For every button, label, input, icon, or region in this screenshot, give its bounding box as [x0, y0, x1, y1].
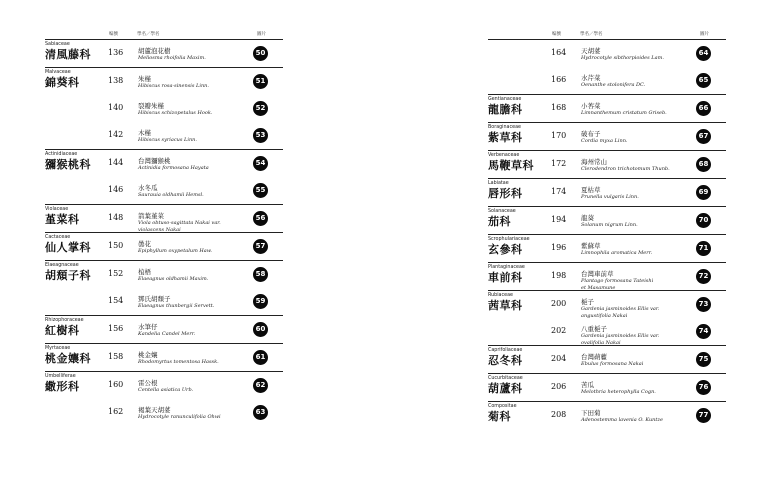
- entry-number: 168: [551, 103, 567, 112]
- family-latin-name: Cactaceae: [45, 235, 71, 240]
- entry-names: [138, 295, 253, 310]
- family-section: [488, 94, 726, 122]
- family-section: [488, 178, 726, 206]
- plant-entry: [45, 95, 283, 122]
- scientific-name: Elaeagnus oldhamii Maxim.: [138, 276, 209, 282]
- family-chinese-name: 忍冬科: [488, 354, 523, 367]
- scientific-name: Oenanthe stolonifera DC.: [581, 82, 646, 88]
- common-name: 海州常山: [581, 158, 607, 166]
- scientific-name: violascens Nakai: [138, 226, 181, 233]
- family-chinese-name: 車前科: [488, 271, 523, 284]
- common-name: 八重梔子: [581, 325, 607, 333]
- entry-number: 150: [108, 241, 124, 250]
- scientific-name: Rhodomyrtus tomentosa Hassk.: [138, 359, 219, 365]
- header-name: 學名／學名: [137, 32, 160, 37]
- plant-entry: [45, 399, 283, 426]
- entry-names: [581, 270, 696, 291]
- family-section: [45, 232, 283, 260]
- common-name: 苦瓜: [581, 381, 594, 389]
- entry-number: 146: [108, 185, 124, 194]
- common-name: 破布子: [581, 130, 601, 138]
- photo-number-badge: 63: [253, 405, 268, 420]
- entry-number: 170: [551, 131, 567, 140]
- entry-names: [138, 47, 253, 62]
- photo-number-badge: 70: [696, 213, 711, 228]
- family-chinese-name: 茜草科: [488, 299, 523, 312]
- family-section: [488, 290, 726, 345]
- common-name: 龍葵: [581, 214, 594, 222]
- entry-number: 142: [108, 130, 124, 139]
- photo-number-badge: 56: [253, 211, 268, 226]
- family-latin-name: Violaceae: [45, 207, 69, 212]
- family-chinese-name: 葫蘆科: [488, 382, 523, 395]
- family-latin-name: Sabiaceae: [45, 42, 70, 47]
- plant-entry: [488, 291, 726, 318]
- entry-number: 174: [551, 187, 567, 196]
- entry-names: [138, 240, 253, 255]
- scientific-name: Clerodendron trichotomum Thunb.: [581, 166, 670, 172]
- scientific-name: Plantago formosana Tateishi: [581, 278, 654, 284]
- photo-number-badge: 66: [696, 101, 711, 116]
- photo-number-badge: 58: [253, 267, 268, 282]
- photo-number-badge: 71: [696, 241, 711, 256]
- scientific-name: Hibiscus schizopetalus Hook.: [138, 110, 213, 116]
- common-name: 台灣車前草: [581, 270, 614, 278]
- photo-number-badge: 59: [253, 294, 268, 309]
- entry-number: 136: [108, 48, 124, 57]
- common-name: 下田菊: [581, 409, 601, 417]
- scientific-name: Ebulus formosana Nakai: [581, 361, 644, 367]
- common-name: 台灣獼猴桃: [138, 157, 171, 165]
- family-section: [488, 262, 726, 290]
- entry-names: [138, 212, 253, 233]
- entry-number: 158: [108, 352, 124, 361]
- scientific-name: Limnanthemum cristatum Griseb.: [581, 110, 667, 116]
- entry-number: 140: [108, 103, 124, 112]
- entry-number: 166: [551, 75, 567, 84]
- photo-number-badge: 76: [696, 380, 711, 395]
- scientific-name: Meliosma rhoifolia Maxim.: [138, 55, 206, 61]
- family-section: [488, 206, 726, 234]
- entry-names: [581, 409, 696, 424]
- photo-number-badge: 69: [696, 185, 711, 200]
- photo-number-badge: 65: [696, 73, 711, 88]
- column-header: [488, 31, 726, 39]
- family-chinese-name: 馬鞭草科: [488, 159, 534, 172]
- scientific-name: Hydrocotyle ranunculifolia Ohwi: [138, 414, 221, 420]
- header-photo: 圖片: [257, 32, 266, 37]
- entry-names: [581, 353, 696, 368]
- entry-number: 206: [551, 382, 567, 391]
- header-no: 编號: [109, 32, 118, 37]
- family-section: [45, 343, 283, 371]
- family-section: [488, 401, 726, 429]
- common-name: 胡蘆泡花樹: [138, 47, 171, 55]
- header-name: 學名／學名: [580, 32, 603, 37]
- common-name: 鄧氏胡頹子: [138, 295, 171, 303]
- family-chinese-name: 繖形科: [45, 380, 80, 393]
- plant-entry: [488, 318, 726, 345]
- common-name: 褐葉天胡荽: [138, 406, 171, 414]
- scientific-name: Melothria heterophylla Cogn.: [581, 389, 656, 395]
- entry-number: 148: [108, 213, 124, 222]
- entry-names: [138, 75, 253, 90]
- header-photo: 圖片: [700, 32, 709, 37]
- entry-number: 138: [108, 76, 124, 85]
- entry-names: [581, 158, 696, 173]
- family-section: [488, 345, 726, 373]
- plant-entry: [45, 177, 283, 204]
- scientific-name: Gardenia jasminoides Ellis var.: [581, 333, 660, 339]
- photo-number-badge: 68: [696, 157, 711, 172]
- family-latin-name: Compositae: [488, 404, 517, 409]
- common-name: 水筆仔: [138, 323, 158, 331]
- photo-number-badge: 50: [253, 46, 268, 61]
- entry-names: [138, 157, 253, 172]
- family-latin-name: Caprifoliaceae: [488, 348, 523, 353]
- family-section: [45, 260, 283, 315]
- photo-number-badge: 64: [696, 46, 711, 61]
- common-name: 裂瓣朱槿: [138, 102, 164, 110]
- entry-names: [581, 298, 696, 319]
- header-no: 编號: [552, 32, 561, 37]
- family-section: [488, 234, 726, 262]
- left-column: [45, 31, 283, 426]
- family-latin-name: Labiatae: [488, 181, 509, 186]
- entry-number: 162: [108, 407, 124, 416]
- photo-number-badge: 62: [253, 378, 268, 393]
- family-section: [45, 67, 283, 149]
- common-name: 紫蘇草: [581, 242, 601, 250]
- family-section: [488, 39, 726, 94]
- photo-number-badge: 75: [696, 352, 711, 367]
- plant-entry: [488, 374, 726, 401]
- photo-number-badge: 51: [253, 74, 268, 89]
- plant-entry: [45, 261, 283, 288]
- plant-entry: [45, 122, 283, 149]
- family-chinese-name: 獼猴桃科: [45, 158, 91, 171]
- family-section: [45, 149, 283, 204]
- scientific-name: Saurauia oldhamii Hemsl.: [138, 192, 204, 198]
- family-chinese-name: 堇菜科: [45, 213, 80, 226]
- family-section: [488, 373, 726, 401]
- family-latin-name: Plantaginaceae: [488, 265, 525, 270]
- plant-entry: [488, 179, 726, 206]
- photo-number-badge: 61: [253, 350, 268, 365]
- entry-number: 198: [551, 271, 567, 280]
- entry-number: 208: [551, 410, 567, 419]
- family-latin-name: Rhizophoraceae: [45, 318, 84, 323]
- entry-names: [581, 186, 696, 201]
- family-chinese-name: 玄參科: [488, 243, 523, 256]
- common-name: 雷公根: [138, 379, 158, 387]
- common-name: 梔子: [581, 298, 594, 306]
- scientific-name: Prunella vulgaris Linn.: [581, 194, 639, 200]
- family-latin-name: Cucurbitaceae: [488, 376, 523, 381]
- plant-entry: [488, 95, 726, 122]
- family-section: [45, 371, 283, 426]
- family-section: [488, 122, 726, 150]
- common-name: 椬梧: [138, 268, 151, 276]
- entry-number: 172: [551, 159, 567, 168]
- scientific-name: et Masamune: [581, 284, 616, 291]
- family-latin-name: Actinidiaceae: [45, 152, 78, 157]
- family-section: [45, 39, 283, 67]
- entry-names: [581, 74, 696, 89]
- photo-number-badge: 72: [696, 269, 711, 284]
- scientific-name: Limnophila aromatica Merr.: [581, 250, 653, 256]
- entry-names: [581, 214, 696, 229]
- family-latin-name: Gentianaceae: [488, 97, 522, 102]
- photo-number-badge: 67: [696, 129, 711, 144]
- entry-names: [581, 102, 696, 117]
- plant-entry: [488, 346, 726, 373]
- plant-entry: [488, 123, 726, 150]
- scientific-name: Solanum nigrum Linn.: [581, 222, 638, 228]
- photo-number-badge: 55: [253, 183, 268, 198]
- family-chinese-name: 唇形科: [488, 187, 523, 200]
- scientific-name: Cordia myxa Linn.: [581, 138, 628, 144]
- entry-names: [581, 130, 696, 145]
- family-chinese-name: 錦葵科: [45, 76, 80, 89]
- plant-entry: [45, 150, 283, 177]
- entry-names: [138, 379, 253, 394]
- common-name: 水芹菜: [581, 74, 601, 82]
- scientific-name: Epiphyllum oxypetalum Haw.: [138, 248, 213, 254]
- photo-number-badge: 54: [253, 156, 268, 171]
- entry-number: 164: [551, 48, 567, 57]
- plant-entry: [488, 40, 726, 67]
- entry-names: [581, 242, 696, 257]
- family-latin-name: Scrophulariaceae: [488, 237, 530, 242]
- scientific-name: ovalifolia Nakai: [581, 339, 621, 346]
- common-name: 木槿: [138, 129, 151, 137]
- photo-number-badge: 60: [253, 322, 268, 337]
- family-list: [488, 39, 726, 429]
- common-name: 小莕菜: [581, 102, 601, 110]
- plant-entry: [45, 316, 283, 343]
- scientific-name: Hibiscus rosa-sinensis Linn.: [138, 83, 209, 89]
- plant-entry: [45, 344, 283, 371]
- family-list: [45, 39, 283, 426]
- entry-names: [138, 406, 253, 421]
- scientific-name: Viola obtuso-sagittata Nakai var.: [138, 220, 221, 226]
- plant-entry: [45, 68, 283, 95]
- family-chinese-name: 胡頹子科: [45, 269, 91, 282]
- plant-entry: [45, 288, 283, 315]
- photo-number-badge: 52: [253, 101, 268, 116]
- entry-names: [581, 325, 696, 346]
- plant-entry: [488, 151, 726, 178]
- family-chinese-name: 仙人掌科: [45, 241, 91, 254]
- scientific-name: Gardenia jasminoides Ellis var.: [581, 306, 660, 312]
- photo-number-badge: 77: [696, 408, 711, 423]
- scientific-name: Actinidia formosana Hayata: [138, 165, 209, 171]
- entry-names: [138, 268, 253, 283]
- plant-entry: [45, 233, 283, 260]
- entry-names: [138, 184, 253, 199]
- common-name: 朱槿: [138, 75, 151, 83]
- scientific-name: Adenostemma lavenia O. Kuntze: [581, 417, 663, 423]
- plant-entry: [45, 40, 283, 67]
- scientific-name: Kandelia Candel Merr.: [138, 331, 196, 337]
- entry-number: 152: [108, 269, 124, 278]
- photo-number-badge: 73: [696, 297, 711, 312]
- family-chinese-name: 茄科: [488, 215, 511, 228]
- plant-entry: [488, 263, 726, 290]
- entry-names: [581, 381, 696, 396]
- family-section: [45, 204, 283, 232]
- scientific-name: Elaeagnus thunbergii Servett.: [138, 303, 215, 309]
- scientific-name: angustifolia Nakai: [581, 312, 628, 319]
- common-name: 水冬瓜: [138, 184, 158, 192]
- entry-number: 202: [551, 326, 567, 335]
- scientific-name: Centella asiatica Urb.: [138, 387, 194, 393]
- entry-names: [138, 351, 253, 366]
- entry-names: [581, 47, 696, 62]
- family-chinese-name: 菊科: [488, 410, 511, 423]
- family-latin-name: Rubiaceae: [488, 293, 513, 298]
- entry-number: 154: [108, 296, 124, 305]
- entry-names: [138, 323, 253, 338]
- common-name: 曇花: [138, 240, 151, 248]
- entry-names: [138, 129, 253, 144]
- family-latin-name: Verbenaceae: [488, 153, 520, 158]
- family-chinese-name: 紅樹科: [45, 324, 80, 337]
- entry-number: 144: [108, 158, 124, 167]
- plant-entry: [45, 372, 283, 399]
- entry-names: [138, 102, 253, 117]
- plant-entry: [488, 67, 726, 94]
- family-chinese-name: 紫草科: [488, 131, 523, 144]
- plant-entry: [45, 205, 283, 232]
- photo-number-badge: 57: [253, 239, 268, 254]
- entry-number: 194: [551, 215, 567, 224]
- family-latin-name: Boraginaceae: [488, 125, 521, 130]
- entry-number: 200: [551, 299, 567, 308]
- plant-entry: [488, 402, 726, 429]
- family-section: [45, 315, 283, 343]
- right-column: [488, 31, 726, 429]
- scientific-name: Hibiscus syriacus Linn.: [138, 137, 197, 143]
- plant-entry: [488, 207, 726, 234]
- common-name: 箭葉堇菜: [138, 212, 164, 220]
- entry-number: 156: [108, 324, 124, 333]
- family-latin-name: Umbelliferae: [45, 374, 76, 379]
- scientific-name: Hydrocotyle sibthorpioides Lam.: [581, 55, 664, 61]
- photo-number-badge: 53: [253, 128, 268, 143]
- family-chinese-name: 龍膽科: [488, 103, 523, 116]
- column-header: [45, 31, 283, 39]
- common-name: 天胡荽: [581, 47, 601, 55]
- plant-entry: [488, 235, 726, 262]
- family-section: [488, 150, 726, 178]
- entry-number: 204: [551, 354, 567, 363]
- family-chinese-name: 清風藤科: [45, 48, 91, 61]
- photo-number-badge: 74: [696, 324, 711, 339]
- family-latin-name: Malvaceae: [45, 70, 71, 75]
- family-latin-name: Myrtaceae: [45, 346, 71, 351]
- family-latin-name: Solanaceae: [488, 209, 516, 214]
- common-name: 桃金孃: [138, 351, 158, 359]
- common-name: 夏枯草: [581, 186, 601, 194]
- family-chinese-name: 桃金孃科: [45, 352, 91, 365]
- family-latin-name: Elaeagnaceae: [45, 263, 79, 268]
- entry-number: 160: [108, 380, 124, 389]
- entry-number: 196: [551, 243, 567, 252]
- common-name: 台灣蒴藋: [581, 353, 607, 361]
